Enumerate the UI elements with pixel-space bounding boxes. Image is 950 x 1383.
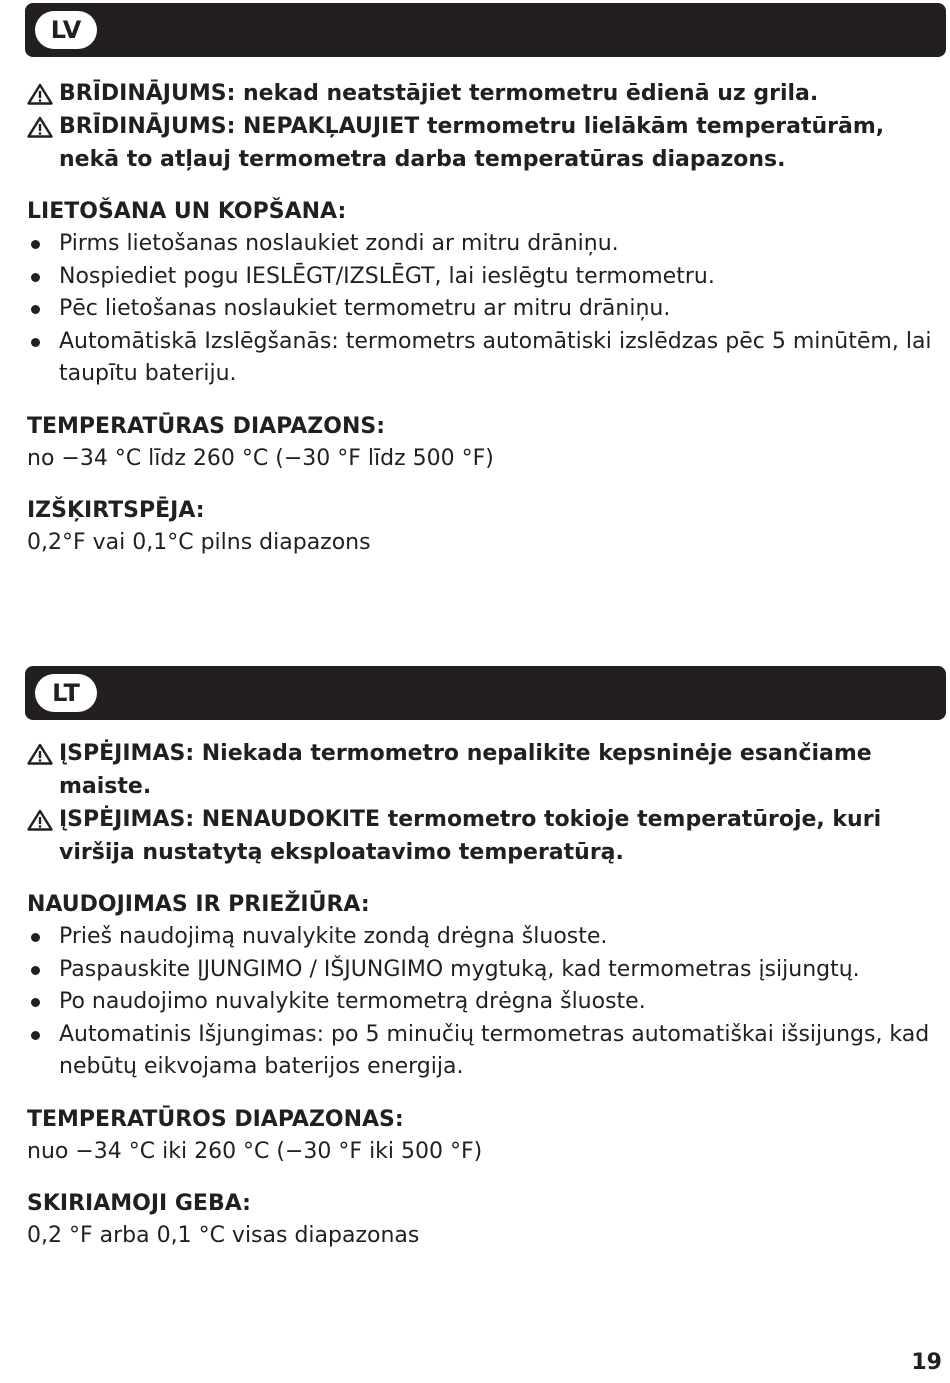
bullet-icon [31,273,40,282]
list-item [27,228,946,261]
section-content [25,737,946,1252]
list-item-text: Pirms lietošanas noslaukiet zondi ar mitru drāniņu. [59,231,619,256]
warnings [27,737,946,869]
page-number: 19 [911,1350,942,1375]
bullet-icon [31,240,40,249]
bullet-icon [31,1031,40,1040]
language-badge: LT [35,674,97,712]
bullet-icon [31,305,40,314]
list-item [27,326,946,391]
usage-heading: NAUDOJIMAS IR PRIEŽIŪRA: [27,892,370,917]
list-item-text: Pēc lietošanas noslaukiet termometru ar mitru drāniņu. [59,296,671,321]
list-item-text: Nospiediet pogu IESLĒGT/IZSLĒGT, lai ieslēgtu termometru. [59,263,715,289]
warning-text [27,737,946,803]
usage-list [27,228,946,391]
bullet-icon [31,338,40,347]
warnings [27,77,946,176]
range-heading: TEMPERATŪROS DIAPAZONAS: [27,1106,404,1132]
bullet-icon [31,966,40,975]
bullet-icon [31,933,40,942]
warning-triangle-icon [27,743,53,765]
list-item-text: Paspauskite ĮJUNGIMO / IŠJUNGIMO mygtuką, kad termometras įsijungtų. [59,956,860,982]
warning-triangle-icon [27,116,53,138]
list-item-text: Po naudojimo nuvalykite termometrą drėgna šluoste. [59,989,646,1014]
bullet-icon [31,998,40,1007]
warning-label: ĮSPĖJIMAS: Niekada termometro nepalikite kepsninėje esančiame maiste. [59,741,872,799]
warning-text [27,803,946,869]
resolution-text: 0,2 °F arba 0,1 °C visas diapazonas [27,1222,420,1248]
usage-list [27,921,946,1084]
list-item [27,293,946,326]
warning-text [27,77,946,110]
list-item [27,1019,946,1084]
warning-label: ĮSPĖJIMAS: NENAUDOKITE termometro tokioje temperatūroje, kuri viršija nustatytą eksploatavimo temperatūrą. [59,807,882,865]
list-item [27,261,946,294]
section-content [25,77,946,559]
resolution-heading: IZŠĶIRTSPĒJA: [27,497,205,523]
resolution-text: 0,2°F vai 0,1°C pilns diapazons [27,529,371,555]
section-header-bar [25,666,946,720]
range-text: nuo −34 °C iki 260 °C (−30 °F iki 500 °F) [27,1138,483,1164]
language-badge: LV [35,11,97,49]
warning-label: BRĪDINĀJUMS: NEPAKĻAUJIET termometru lielākām temperatūrām, nekā to atļauj termometra darba temperatūras diapazons. [59,114,885,172]
usage-heading: LIETOŠANA UN KOPŠANA: [27,199,347,224]
list-item [27,954,946,987]
list-item-text: Automātiskā Izslēgšanās: termometrs automātiski izslēdzas pēc 5 minūtēm, lai taupītu bateriju. [59,328,932,386]
resolution-heading: SKIRIAMOJI GEBA: [27,1190,251,1216]
list-item [27,986,946,1019]
warning-text [27,110,946,176]
range-heading: TEMPERATŪRAS DIAPAZONS: [27,413,385,439]
warning-triangle-icon [27,83,53,105]
range-text: no −34 °C līdz 260 °C (−30 °F līdz 500 °F) [27,445,494,471]
warning-triangle-icon [27,809,53,831]
list-item-text: Prieš naudojimą nuvalykite zondą drėgna šluoste. [59,924,608,949]
list-item [27,921,946,954]
section-lt [25,666,946,1252]
warning-label: BRĪDINĀJUMS: nekad neatstājiet termometru ēdienā uz grila. [59,81,819,106]
section-header-bar [25,3,946,57]
section-lv [25,3,946,559]
list-item-text: Automatinis Išjungimas: po 5 minučių termometras automatiškai išsijungs, kad nebūtų eikvojama baterijos energija. [59,1021,930,1079]
